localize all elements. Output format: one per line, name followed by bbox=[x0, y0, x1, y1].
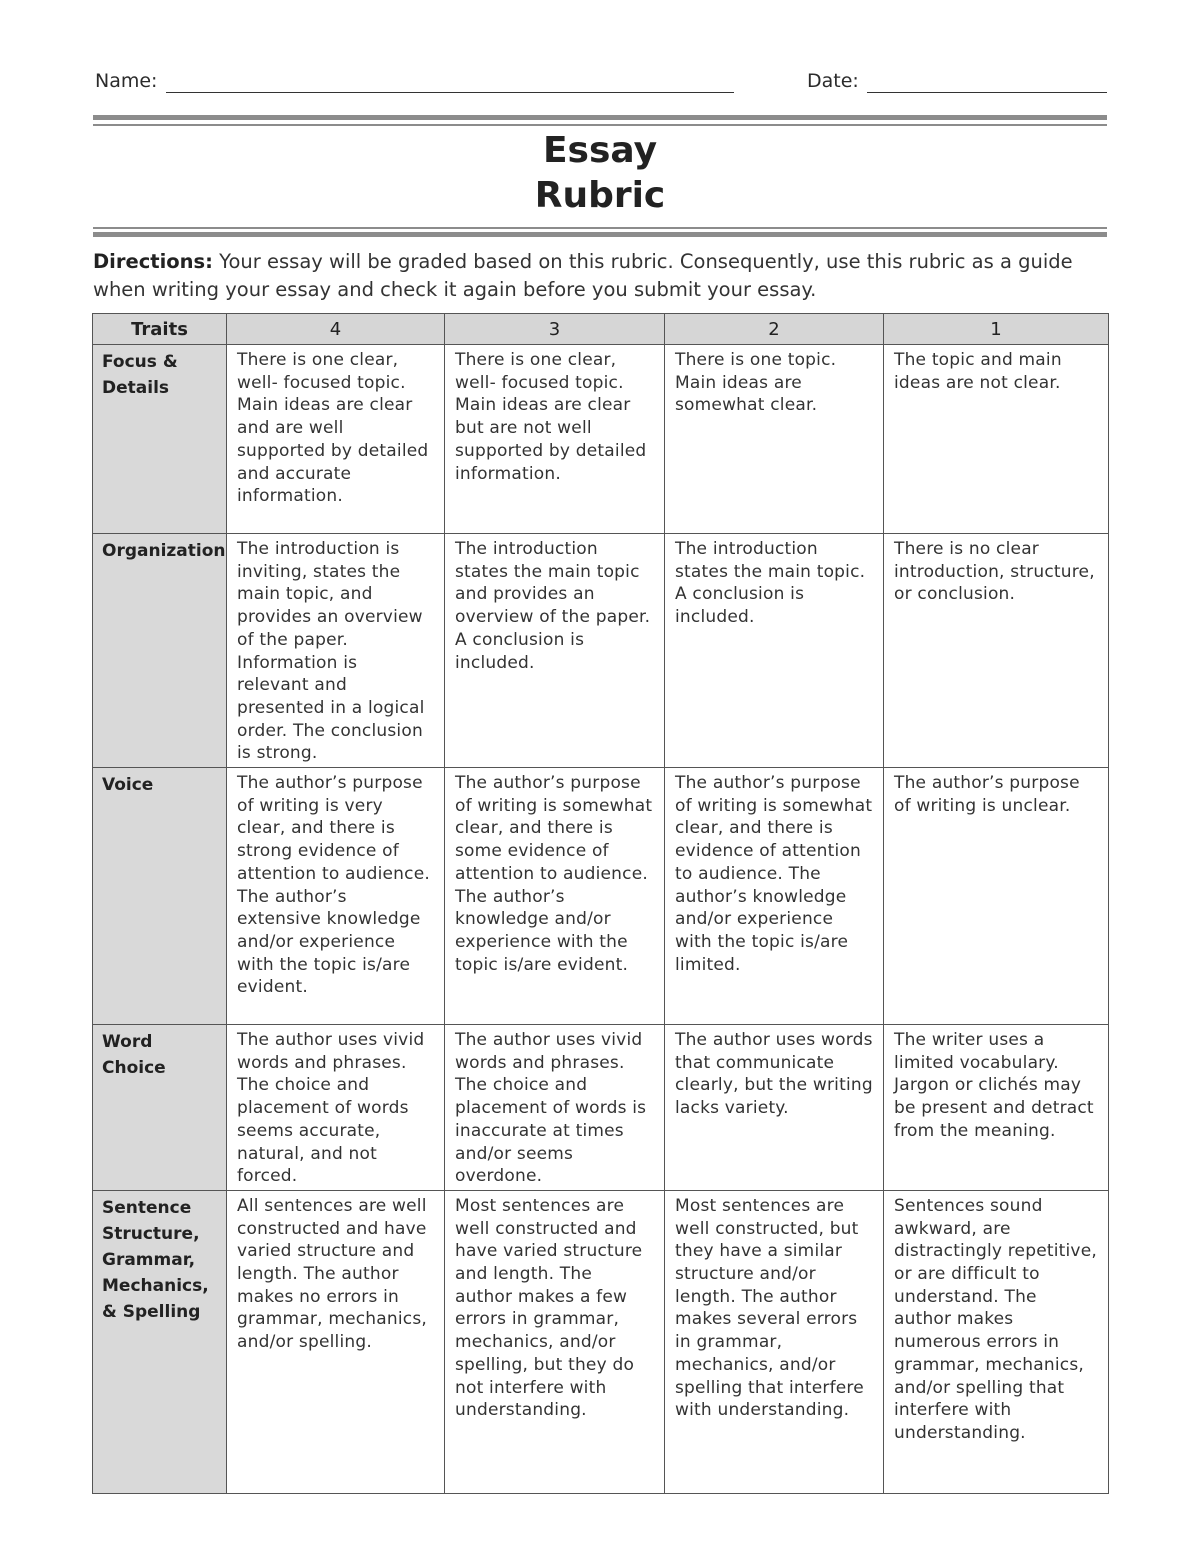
table-cell: Most sentences are well constructed and have varied structure and length. The author makes a few errors in grammar, mechanics, and/or spelling, but they do not interfere with understanding. bbox=[445, 1190, 665, 1493]
table-cell: The introduction states the main topic. A conclusion is included. bbox=[665, 534, 884, 768]
trait-label: Word Choice bbox=[93, 1025, 227, 1191]
header-row bbox=[93, 314, 1109, 345]
date-blank-line[interactable] bbox=[867, 92, 1107, 93]
directions bbox=[93, 248, 1107, 304]
header-score-4: 4 bbox=[227, 314, 445, 345]
table-cell: The author uses vivid words and phrases. The choice and placement of words seems accurate, natural, and not forced. bbox=[227, 1025, 445, 1191]
date-label: Date: bbox=[807, 70, 859, 92]
trait-label: Voice bbox=[93, 768, 227, 1025]
table-cell: There is one topic. Main ideas are somewhat clear. bbox=[665, 345, 884, 534]
header-score-2: 2 bbox=[665, 314, 884, 345]
table-cell: Most sentences are well constructed, but they have a similar structure and/or length. The author makes several errors in grammar, mechanics, and/or spelling that interfere with understanding. bbox=[665, 1190, 884, 1493]
bottom-divider-thick bbox=[93, 232, 1107, 237]
name-blank-line[interactable] bbox=[166, 92, 734, 93]
table-cell: The topic and main ideas are not clear. bbox=[884, 345, 1109, 534]
rubric-table bbox=[92, 313, 1109, 1494]
trait-label: Focus & Details bbox=[93, 345, 227, 534]
directions-text: Your essay will be graded based on this rubric. Consequently, use this rubric as a guide when writing your essay and check it again before you submit your essay. bbox=[93, 250, 1073, 301]
table-cell: The author’s purpose of writing is unclear. bbox=[884, 768, 1109, 1025]
table-cell: Sentences sound awkward, are distractingly repetitive, or are difficult to understand. The author makes numerous errors in grammar, mechanics, and/or spelling that interfere with understanding. bbox=[884, 1190, 1109, 1493]
trait-label: Organization bbox=[93, 534, 227, 768]
title-line-1: Essay bbox=[542, 130, 658, 171]
table-row bbox=[93, 1190, 1109, 1493]
table-row bbox=[93, 534, 1109, 768]
table-row bbox=[93, 1025, 1109, 1191]
table-cell: The writer uses a limited vocabulary. Jargon or clichés may be present and detract from the meaning. bbox=[884, 1025, 1109, 1191]
title-line-2: Rubric bbox=[534, 175, 666, 216]
table-cell: There is one clear, well- focused topic. Main ideas are clear but are not well supported by detailed information. bbox=[445, 345, 665, 534]
header-score-3: 3 bbox=[445, 314, 665, 345]
header-traits: Traits bbox=[93, 314, 227, 345]
name-date-row bbox=[95, 70, 1107, 100]
top-divider-thin bbox=[93, 124, 1107, 126]
table-cell: There is no clear introduction, structure, or conclusion. bbox=[884, 534, 1109, 768]
table-cell: The introduction is inviting, states the main topic, and provides an overview of the paper. Information is relevant and presented in a logical order. The conclusion is strong. bbox=[227, 534, 445, 768]
table-cell: The introduction states the main topic and provides an overview of the paper. A conclusion is included. bbox=[445, 534, 665, 768]
table-row bbox=[93, 345, 1109, 534]
header-score-1: 1 bbox=[884, 314, 1109, 345]
table-cell: The author’s purpose of writing is very clear, and there is strong evidence of attention to audience. The author’s extensive knowledge and/or experience with the topic is/are evident. bbox=[227, 768, 445, 1025]
table-cell: The author’s purpose of writing is somewhat clear, and there is some evidence of attention to audience. The author’s knowledge and/or experience with the topic is/are evident. bbox=[445, 768, 665, 1025]
table-cell: The author uses vivid words and phrases. The choice and placement of words is inaccurate at times and/or seems overdone. bbox=[445, 1025, 665, 1191]
table-cell: There is one clear, well- focused topic. Main ideas are clear and are well supported by detailed and accurate information. bbox=[227, 345, 445, 534]
table-cell: The author uses words that communicate clearly, but the writing lacks variety. bbox=[665, 1025, 884, 1191]
bottom-divider-thin bbox=[93, 227, 1107, 229]
directions-label: Directions: bbox=[93, 250, 213, 273]
table-cell: All sentences are well constructed and have varied structure and length. The author makes no errors in grammar, mechanics, and/or spelling. bbox=[227, 1190, 445, 1493]
trait-label: Sentence Structure, Grammar, Mechanics, & Spelling bbox=[93, 1190, 227, 1493]
name-label: Name: bbox=[95, 70, 158, 92]
table-row bbox=[93, 768, 1109, 1025]
table-cell: The author’s purpose of writing is somewhat clear, and there is evidence of attention to audience. The author’s knowledge and/or experience with the topic is/are limited. bbox=[665, 768, 884, 1025]
page-title bbox=[93, 128, 1107, 218]
top-divider-thick bbox=[93, 115, 1107, 120]
